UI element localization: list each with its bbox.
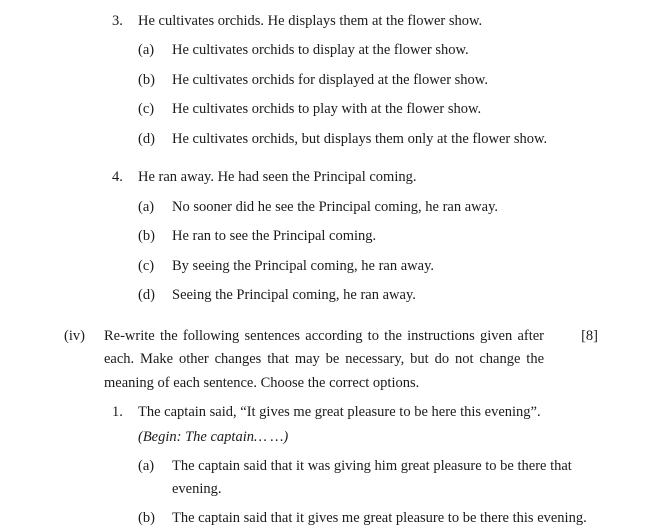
question-stem-row xyxy=(24,10,626,32)
option-row[interactable] xyxy=(24,69,626,91)
option-text: He cultivates orchids to display at the flower show. xyxy=(172,42,469,59)
option-text: Seeing the Principal coming, he ran away. xyxy=(172,287,416,304)
section-instruction-row xyxy=(24,325,626,395)
option-row[interactable] xyxy=(24,225,626,247)
option-list xyxy=(24,196,626,307)
section-roman-numeral: (iv) xyxy=(64,327,85,344)
option-text: He cultivates orchids for displayed at the flower show. xyxy=(172,71,488,88)
question-block xyxy=(24,10,626,150)
option-letter: (a) xyxy=(138,458,155,475)
option-row[interactable] xyxy=(24,196,626,218)
spacer xyxy=(24,156,626,166)
option-row[interactable] xyxy=(24,507,626,529)
question-number: 3. xyxy=(112,13,123,29)
option-text: He cultivates orchids to play with at the flower show. xyxy=(172,101,482,118)
option-letter: (b) xyxy=(138,228,155,245)
option-letter: (a) xyxy=(138,42,155,59)
begin-hint: (Begin: The captain… …) xyxy=(138,428,289,445)
option-letter: (d) xyxy=(138,130,155,147)
question-stem: He ran away. He had seen the Principal coming. xyxy=(138,169,417,186)
option-text: No sooner did he see the Principal coming, he ran away. xyxy=(172,198,499,215)
option-text: The captain said that it gives me great pleasure to be there this evening. xyxy=(172,510,587,527)
option-row[interactable] xyxy=(24,98,626,120)
option-row[interactable] xyxy=(24,255,626,277)
question-stem: The captain said, “It gives me great pleasure to be here this evening”. xyxy=(138,404,541,421)
option-text: The captain said that it was giving him great pleasure to be there that evening. xyxy=(172,458,572,497)
option-letter: (b) xyxy=(138,71,155,88)
option-row[interactable] xyxy=(24,128,626,150)
option-letter: (c) xyxy=(138,257,155,274)
section-instruction: Re-write the following sentences according to the instructions given after each. Make other changes that may be necessary, but do not change the meaning of each sentence. Choose the correct options. xyxy=(104,327,544,391)
option-letter: (a) xyxy=(138,198,155,215)
option-text: By seeing the Principal coming, he ran away. xyxy=(172,257,434,274)
option-list xyxy=(24,455,626,529)
option-list xyxy=(24,39,626,150)
option-letter: (c) xyxy=(138,101,155,118)
option-row[interactable] xyxy=(24,284,626,306)
option-row[interactable] xyxy=(24,455,626,500)
section-block xyxy=(24,325,626,529)
option-letter: (d) xyxy=(138,287,155,304)
question-stem: He cultivates orchids. He displays them at the flower show. xyxy=(138,13,483,29)
option-letter: (b) xyxy=(138,510,155,527)
option-row[interactable] xyxy=(24,39,626,61)
question-stem-row xyxy=(24,401,626,448)
question-number: 1. xyxy=(112,404,123,421)
marks-badge: [8] xyxy=(581,327,598,344)
question-block xyxy=(24,166,626,306)
option-text: He cultivates orchids, but displays them only at the flower show. xyxy=(172,130,548,147)
question-stem-row xyxy=(24,166,626,188)
question-number: 4. xyxy=(112,169,123,186)
option-text: He ran to see the Principal coming. xyxy=(172,228,377,245)
